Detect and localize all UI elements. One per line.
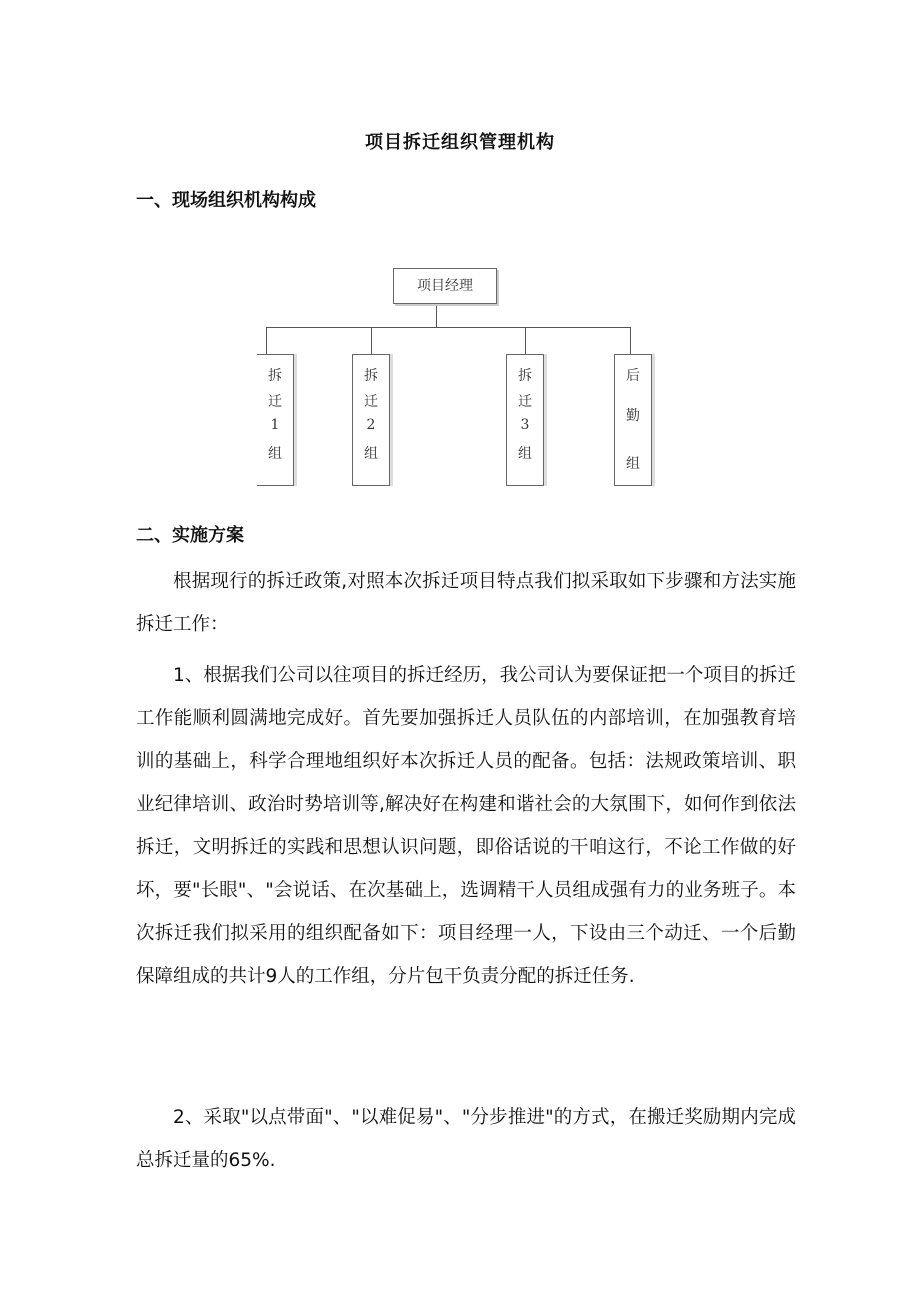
intro-paragraph: 根据现行的拆迁政策,对照本次拆迁项目特点我们拟采取如下步骤和方法实施拆迁工作： <box>136 571 796 635</box>
org-group-char: 后 <box>626 368 640 384</box>
section-heading-2: 二、实施方案 <box>136 525 244 546</box>
root-connector <box>436 303 437 328</box>
section-heading-1: 一、现场组织机构构成 <box>136 190 316 211</box>
org-group-char: 拆 <box>518 368 532 384</box>
horizontal-connector <box>266 327 630 328</box>
org-group-box-1 <box>257 354 294 486</box>
org-group-char: 组 <box>626 456 640 472</box>
org-root-box: 项目经理 <box>393 268 497 304</box>
org-group-char: 1 <box>270 417 280 433</box>
group-4-connector <box>630 327 631 354</box>
org-group-char: 迁 <box>364 394 378 410</box>
group-2-connector <box>371 327 372 354</box>
document-title: 项目拆迁组织管理机构 <box>365 132 555 153</box>
org-group-box-3 <box>506 354 544 486</box>
org-group-char: 组 <box>364 446 378 462</box>
org-group-char: 拆 <box>364 368 378 384</box>
org-group-char: 迁 <box>268 394 282 410</box>
step-2-paragraph: 2、采取"以点带面"、"以难促易"、"分步推进"的方式，在搬迁奖励期内完成总拆迁量的65%. <box>136 1107 796 1171</box>
org-group-char: 拆 <box>268 368 282 384</box>
org-group-char: 勤 <box>626 408 640 424</box>
org-group-char: 组 <box>268 446 282 462</box>
org-group-box-4 <box>614 354 652 486</box>
org-group-char: 2 <box>366 417 376 433</box>
org-group-box-2 <box>352 354 390 486</box>
org-group-char: 3 <box>520 417 530 433</box>
org-group-char: 组 <box>518 446 532 462</box>
step-1-paragraph: 1、根据我们公司以往项目的拆迁经历，我公司认为要保证把一个项目的拆迁工作能顺利圆满地完成好。首先要加强拆迁人员队伍的内部培训，在加强教育培训的基础上，科学合理地组织好本次拆迁人员的配备。包括：法规政策培训、职业纪律培训、政治时势培训等,解决好在构建和谐社会的大氛围下，如何作到依法拆迁，文明拆迁的实践和思想认识问题，即俗话说的干咱这行，不论工作做的好坏，要"长眼"、"会说话、在次基础上，选调精干人员组成强有力的业务班子。本次拆迁我们拟采用的组织配备如下：项目经理一人，下设由三个动迁、一个后勤保障组成的共计9人的工作组，分片包干负责分配的拆迁任务. <box>136 665 796 987</box>
group-3-connector <box>525 327 526 354</box>
org-chart <box>255 262 675 494</box>
org-group-char: 迁 <box>518 394 532 410</box>
group-1-connector <box>266 327 267 354</box>
